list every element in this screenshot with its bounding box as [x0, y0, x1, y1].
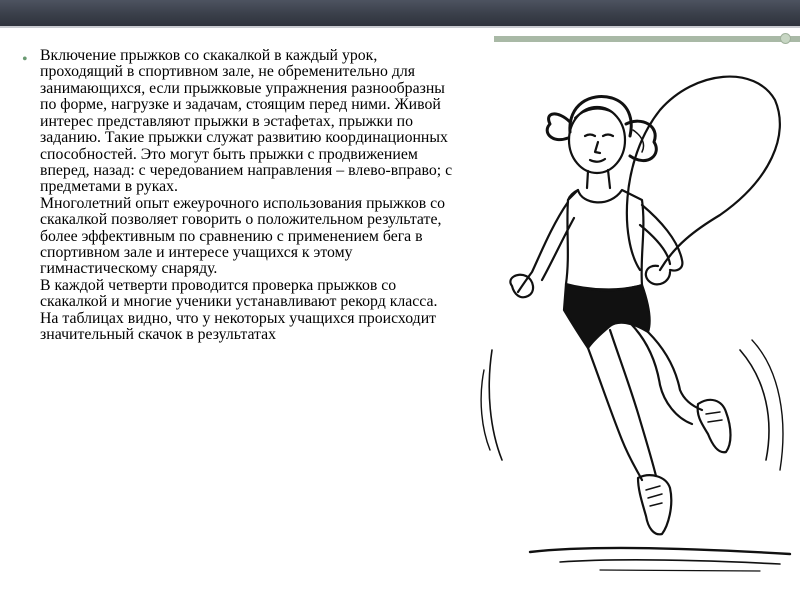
hand-right	[646, 266, 670, 285]
ground-lines	[530, 548, 790, 554]
tank-top	[566, 190, 643, 289]
body-text: Включение прыжков со скакалкой в каждый урок, проходящий в спортивном зале, не обременительно для занимающихся, если прыжковые упражнения разнообразны по форме, нагрузке и задачам, стоящим перед ними. Живой интерес представляют прыжки в эстафетах, прыжки по заданию. Такие прыжки служат развитию координационных способностей. Это могут быть прыжки с продвижением вперед, назад: с чередованием направления – влево-вправо; с предметами в руках. Многолетний опыт ежеурочного использования прыжков со скакалкой позволяет говорить о положительном результате, более эффективным по сравнению с применением бега в спортивном зале и интересе учащихся к этому гимнастическому снаряду. В каждой четверти проводится проверка прыжков со скакалкой и многие ученики устанавливают рекорд класса. На таблицах видно, что у некоторых учащихся происходит значительный скачок в результатах	[40, 47, 453, 344]
slide-body	[22, 48, 462, 344]
girl-jumping-rope-illustration	[470, 40, 800, 600]
rope	[627, 77, 780, 270]
motion-lines	[489, 350, 502, 460]
slide-top-bar	[0, 0, 800, 26]
hair	[570, 97, 631, 136]
shorts	[564, 284, 650, 348]
shoe-back	[698, 400, 731, 452]
arm-right	[642, 205, 682, 271]
bullet-dot-icon: •	[22, 51, 28, 68]
leg-front	[588, 348, 642, 480]
pigtail-left	[547, 114, 570, 140]
top-bar-divider	[0, 26, 800, 28]
